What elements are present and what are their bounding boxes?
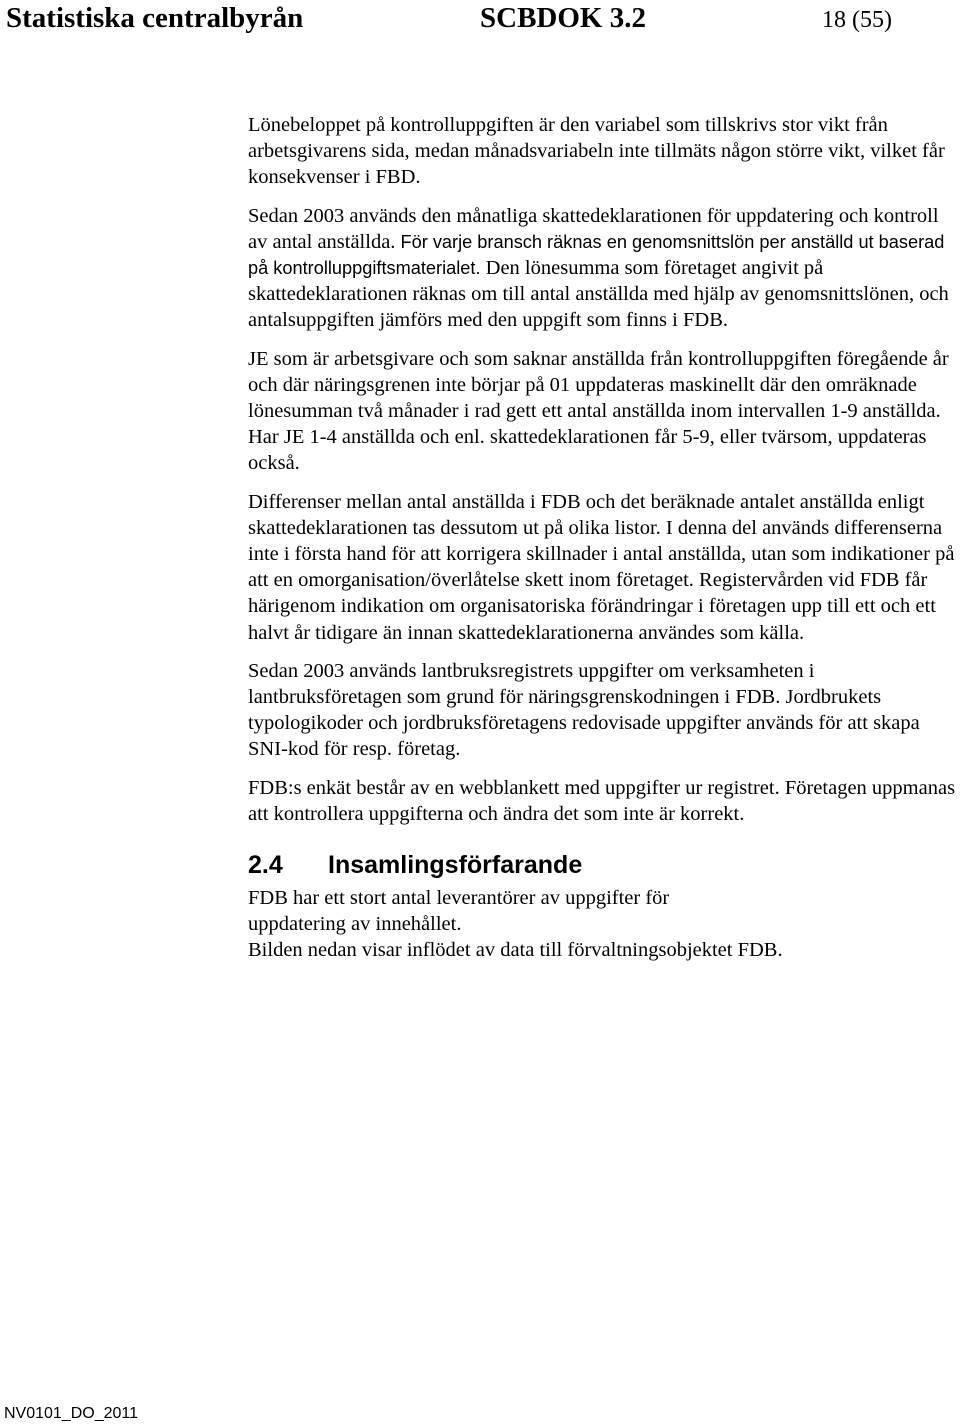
footer-code: NV0101_DO_2011 xyxy=(4,1405,139,1422)
paragraph-suppliers xyxy=(248,885,960,964)
paragraph-survey: FDB:s enkät består av en webblankett med uppgifter ur registret. Företagen uppmanas att kontrollera uppgifterna och ändra det som inte är korrekt. xyxy=(248,776,956,825)
paragraph-salary-variable: Lönebeloppet på kontrolluppgiften är den variabel som tillskrivs stor vikt från arbetsgivarens sida, medan månadsvariabeln inte tillmäts någon större vikt, vilket får konsekvenser i FBD. xyxy=(248,114,945,189)
paragraph-differences: Differenser mellan antal anställda i FDB och det beräknade antalet anställda enligt skattedeklarationen tas dessutom ut på olika listor. I denna del används differenserna inte i första hand för att korrigera skillnader i antal anställda, utan som indikationer på att en omorganisation/överlåtelse skett inom företaget. Registervården vid FDB får härigenom indikation om organisatoriska förändringar i företagen upp till ett och ett halvt år tidigare än innan skattedeklarationerna användes som källa. xyxy=(248,490,955,644)
document-id: SCBDOK 3.2 xyxy=(480,2,646,34)
section-number: 2.4 xyxy=(248,851,283,880)
suppliers-line-3: Bilden nedan visar inflödet av data till förvaltningsobjektet FDB. xyxy=(248,939,783,962)
page-number: 18 (55) xyxy=(822,7,892,33)
page-header xyxy=(0,0,960,40)
suppliers-line-1: FDB har ett stort antal leverantörer av uppgifter för xyxy=(248,887,670,910)
paragraph-agriculture-register: Sedan 2003 används lantbruksregistrets uppgifter om verksamheten i lantbruksföretagen som grund för näringsgrenskodningen i FDB. Jordbrukets typologikoder och jordbruksföretagens redovisade uppgifter används för att skapa SNI-kod för resp. företag. xyxy=(248,659,920,761)
suppliers-line-2: uppdatering av innehållet. xyxy=(248,913,462,936)
document-body xyxy=(248,112,960,964)
organization-name: Statistiska centralbyrån xyxy=(6,2,304,34)
paragraph-tax-declaration xyxy=(248,203,960,334)
paragraph-tax-declaration-part1: Sedan 2003 används den månatliga skattedeklarationen för uppdatering och kontroll av antal anställda. xyxy=(248,204,939,253)
section-title: Insamlingsförfarande xyxy=(328,851,583,880)
paragraph-tax-declaration-part3: Den lönesumma som företaget angivit på skattedeklarationen räknas om till antal anställda med hjälp av genomsnittslönen, och antalsuppgiften jämförs med den uppgift som finns i FDB. xyxy=(248,257,949,332)
section-heading xyxy=(248,849,960,881)
paragraph-tax-declaration-part2: För varje bransch räknas en genomsnittslön per anställd ut baserad på kontrolluppgiftsmaterialet. xyxy=(248,231,945,279)
paragraph-employer-update: JE som är arbetsgivare och som saknar anställda från kontrolluppgiften föregående år och där näringsgrenen inte börjar på 01 uppdateras maskinellt där den omräknade lönesumman två månader i rad gett ett antal anställda inom intervallen 1-9 anställda. Har JE 1-4 anställda och enl. skattedeklarationen får 5-9, eller tvärsom, uppdateras också. xyxy=(248,347,949,475)
